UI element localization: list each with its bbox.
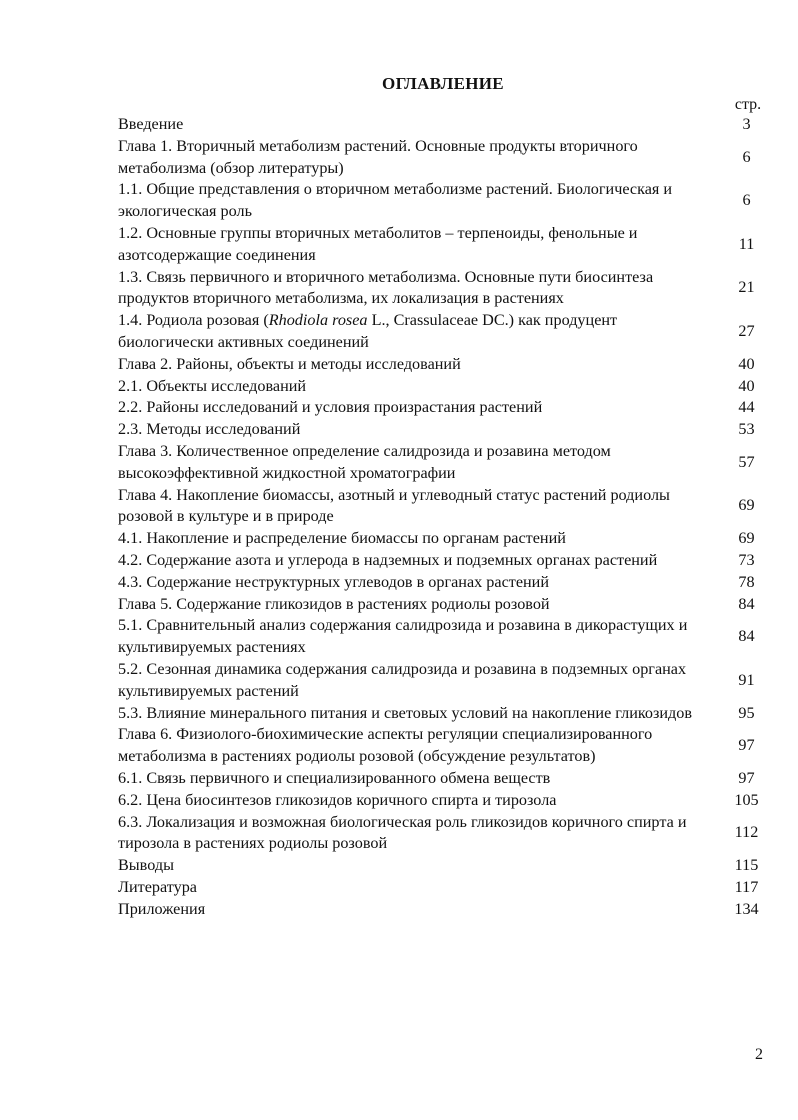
toc-entry-text: 2.3. Методы исследований bbox=[118, 420, 301, 439]
toc-entry-1-1 bbox=[118, 179, 778, 223]
toc-entry-2-1 bbox=[118, 376, 778, 398]
toc-entry-text-start: 1.4. Родиола розовая ( bbox=[118, 311, 269, 330]
toc-entry-5-3 bbox=[118, 703, 778, 725]
toc-entry-text: Глава 4. Накопление биомассы, азотный и углеводный статус растений родиолы розовой в культуре и в природе bbox=[118, 485, 670, 526]
toc-entry-page: 69 bbox=[738, 496, 755, 515]
toc-entry-text: 5.2. Сезонная динамика содержания салидрозида и розавина в подземных органах культивируемых растений bbox=[118, 659, 687, 700]
toc-entry-conclusions bbox=[118, 855, 778, 877]
toc-entry-chapter-1 bbox=[118, 136, 778, 180]
toc-entry-text: 4.1. Накопление и распределение биомассы по органам растений bbox=[118, 529, 566, 548]
toc-entry-text: 4.2. Содержание азота и углерода в надземных и подземных органах растений bbox=[118, 550, 658, 569]
toc-entry-page: 40 bbox=[738, 354, 755, 373]
toc-entry-6-2 bbox=[118, 790, 778, 812]
toc-entry-page: 57 bbox=[738, 452, 755, 471]
toc-entry-text: 1.3. Связь первичного и вторичного метаболизма. Основные пути биосинтеза продуктов вторичного метаболизма, их локализация в растениях bbox=[118, 267, 654, 308]
toc-entry-page: 6 bbox=[742, 147, 751, 166]
toc-entry-page: 73 bbox=[738, 550, 755, 569]
toc-entry-page: 53 bbox=[738, 420, 755, 439]
toc-entry-page: 134 bbox=[734, 899, 759, 918]
toc-entry-page: 84 bbox=[738, 627, 755, 646]
toc-entry-text: Литература bbox=[118, 877, 197, 896]
toc-entry-chapter-6 bbox=[118, 724, 778, 768]
toc-entry-6-3 bbox=[118, 812, 778, 856]
toc-entry-page: 97 bbox=[738, 768, 755, 787]
toc-entry-chapter-5 bbox=[118, 594, 778, 616]
toc-entry-page: 44 bbox=[738, 398, 755, 417]
toc-entry-1-2 bbox=[118, 223, 778, 267]
page-number: 2 bbox=[755, 1046, 763, 1063]
toc-entry-text: Введение bbox=[118, 115, 184, 133]
table-of-contents bbox=[118, 114, 778, 920]
toc-entry-text: 6.3. Локализация и возможная биологическая роль гликозидов коричного спирта и тирозола в растениях родиолы розовой bbox=[118, 812, 687, 853]
toc-entry-introduction bbox=[118, 114, 778, 136]
toc-entry-6-1 bbox=[118, 768, 778, 790]
toc-entry-5-1 bbox=[118, 615, 778, 659]
toc-entry-text: 5.1. Сравнительный анализ содержания салидрозида и розавина в дикорастущих и культивируемых растениях bbox=[118, 616, 688, 657]
toc-entry-text: 2.1. Объекты исследований bbox=[118, 376, 307, 395]
toc-entry-4-1 bbox=[118, 528, 778, 550]
toc-entry-chapter-4 bbox=[118, 485, 778, 529]
toc-entry-page: 27 bbox=[738, 322, 755, 341]
toc-entry-text: 4.3. Содержание неструктурных углеводов в органах растений bbox=[118, 572, 550, 591]
toc-entry-page: 6 bbox=[742, 191, 751, 210]
toc-entry-page: 78 bbox=[738, 572, 755, 591]
toc-entry-text: 5.3. Влияние минерального питания и световых условий на накопление гликозидов bbox=[118, 703, 693, 722]
toc-entry-page: 69 bbox=[738, 529, 755, 548]
toc-entry-text: 1.1. Общие представления о вторичном метаболизме растений. Биологическая и экологическая роль bbox=[118, 180, 673, 221]
toc-entry-text: Глава 6. Физиолого-биохимические аспекты регуляции специализированного метаболизма в растениях родиолы розовой (обсуждение результатов) bbox=[118, 725, 653, 766]
toc-entry-text: Приложения bbox=[118, 899, 206, 918]
toc-entry-text: 2.2. Районы исследований и условия произрастания растений bbox=[118, 398, 543, 417]
toc-entry-page: 21 bbox=[738, 278, 755, 297]
toc-entry-appendices bbox=[118, 899, 778, 921]
toc-entry-page: 40 bbox=[738, 376, 755, 395]
toc-entry-text: Выводы bbox=[118, 856, 174, 875]
toc-entry-2-2 bbox=[118, 397, 778, 419]
toc-entry-page: 115 bbox=[734, 856, 759, 875]
toc-entry-page: 97 bbox=[738, 736, 755, 755]
toc-entry-page: 95 bbox=[738, 703, 755, 722]
toc-entry-2-3 bbox=[118, 419, 778, 441]
toc-entry-text-end: L., Crassulaceae DC.) как продуцент биологически активных соединений bbox=[118, 311, 618, 351]
toc-entry-page: 105 bbox=[734, 790, 759, 809]
toc-entry-4-3 bbox=[118, 572, 778, 594]
toc-entry-page: 91 bbox=[738, 670, 755, 689]
toc-entry-text: Глава 3. Количественное определение салидрозида и розавина методом высокоэффективной жидкостной хроматографии bbox=[118, 441, 611, 482]
toc-entry-literature bbox=[118, 877, 778, 899]
toc-entry-text: 6.2. Цена биосинтезов гликозидов коричного спирта и тирозола bbox=[118, 790, 557, 809]
toc-title: ОГЛАВЛЕНИЕ bbox=[382, 74, 504, 93]
toc-entry-text: Глава 1. Вторичный метаболизм растений. Основные продукты вторичного метаболизма (обзор литературы) bbox=[118, 136, 638, 177]
toc-entry-text: Глава 2. Районы, объекты и методы исследований bbox=[118, 354, 461, 373]
toc-entry-text: 6.1. Связь первичного и специализированного обмена веществ bbox=[118, 768, 551, 787]
species-name-italic: Rhodiola rosea bbox=[268, 311, 368, 330]
toc-entry-text: 1.2. Основные группы вторичных метаболитов – терпеноиды, фенольные и азотсодержащие соединения bbox=[118, 223, 638, 264]
toc-entry-page: 11 bbox=[738, 234, 755, 253]
toc-entry-text bbox=[118, 310, 703, 354]
toc-entry-chapter-3 bbox=[118, 441, 778, 485]
toc-entry-text: Глава 5. Содержание гликозидов в растениях родиолы розовой bbox=[118, 594, 550, 613]
toc-entry-5-2 bbox=[118, 659, 778, 703]
toc-entry-1-3 bbox=[118, 267, 778, 311]
toc-entry-4-2 bbox=[118, 550, 778, 572]
toc-entry-page: 112 bbox=[734, 823, 759, 842]
toc-entry-page: 3 bbox=[742, 115, 751, 133]
toc-entry-page: 84 bbox=[738, 594, 755, 613]
toc-entry-1-4 bbox=[118, 310, 778, 354]
toc-entry-page: 117 bbox=[734, 877, 759, 896]
page-column-label: стр. bbox=[734, 96, 762, 113]
toc-entry-chapter-2 bbox=[118, 354, 778, 376]
